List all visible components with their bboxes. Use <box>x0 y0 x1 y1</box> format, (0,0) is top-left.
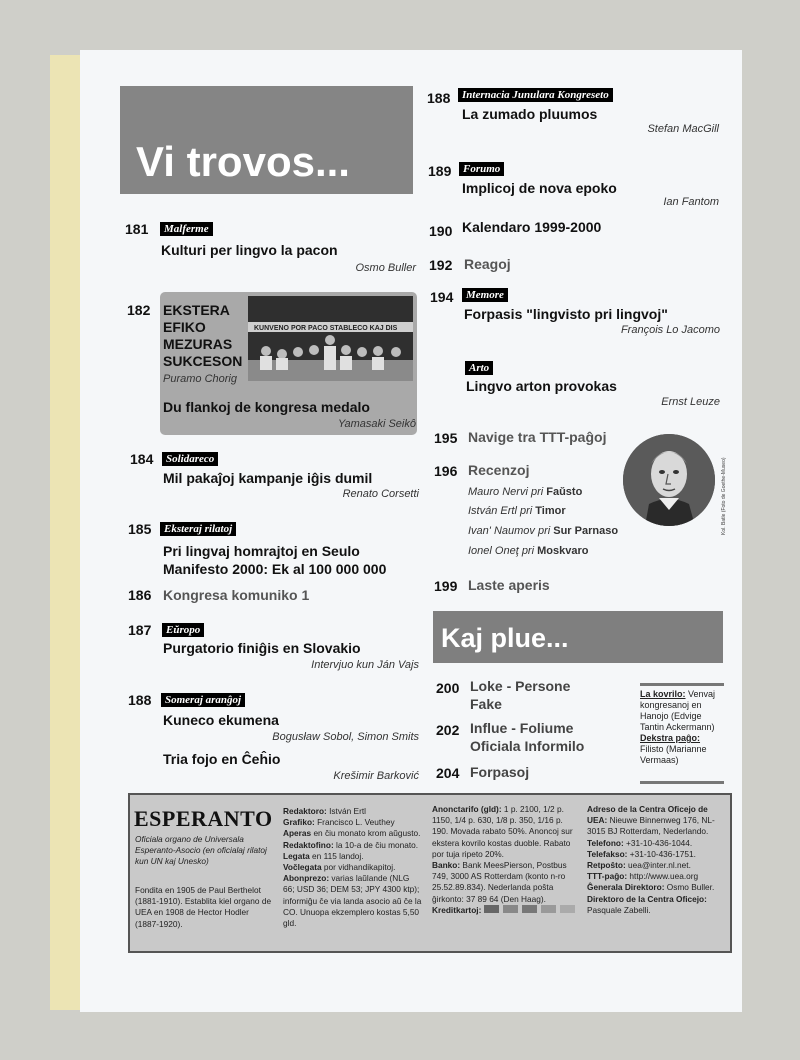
colophon-value: uea@inter.nl.net. <box>625 860 691 871</box>
portrait-image <box>623 434 715 526</box>
colophon-line <box>283 851 423 862</box>
page-number: 188 <box>427 90 451 106</box>
section-tag: Internacia Junulara Kongreseto <box>458 88 613 102</box>
colophon-editorial <box>283 806 423 929</box>
colophon-key: TTT-paĝo: <box>587 871 628 882</box>
colophon-line <box>587 849 723 860</box>
article-title[interactable]: Reagoj <box>464 256 511 272</box>
kaj-plue-title: Kaj plue... <box>441 623 569 653</box>
article-title[interactable]: Kuneco ekumena <box>163 712 279 728</box>
colophon-value: en ĉiu monato krom aŭgusto. <box>311 828 421 839</box>
photo-credit: Puramo Chorig <box>163 373 237 385</box>
section-tag: Solidareco <box>162 452 218 466</box>
review-author: Ivan' Naumov pri <box>468 525 554 537</box>
colophon-line <box>283 840 423 851</box>
colophon-key: Redaktoro: <box>283 806 327 816</box>
article-title[interactable]: Mil pakaĵoj kampanje iĝis dumil <box>163 470 373 486</box>
article-title[interactable]: Du flankoj de kongresa medalo <box>163 399 370 415</box>
colophon-key: Grafiko: <box>283 817 315 828</box>
page-number: 182 <box>127 302 151 318</box>
article-title[interactable]: Forpasis "lingvisto pri lingvoj" <box>464 306 668 322</box>
article-title[interactable]: Implicoj de nova epoko <box>462 180 617 196</box>
article-title[interactable]: Recenzoj <box>468 462 530 478</box>
page-number: 181 <box>125 221 149 237</box>
colophon-key: Aperas <box>283 828 312 839</box>
colophon-value: http://www.uea.org <box>627 871 699 882</box>
colophon-key: Legata <box>283 850 310 861</box>
article-title[interactable]: Tria fojo en Ĉeĥio <box>163 751 281 767</box>
credit-card-icon <box>484 905 576 913</box>
article-title[interactable]: Loke - Persone <box>470 678 571 694</box>
review-author: Ionel Oneţ pri <box>468 545 538 557</box>
page-number: 202 <box>436 722 460 738</box>
article-author: Krešimir Barković <box>333 770 419 782</box>
colophon-line <box>587 804 723 838</box>
review-book: Moskvaro <box>537 545 589 557</box>
review-item <box>468 486 582 498</box>
page-number: 192 <box>429 257 453 273</box>
colophon-key: Telefono: <box>587 837 624 848</box>
cover-label: La kovrilo: <box>640 689 686 699</box>
review-item <box>468 545 588 557</box>
colophon-founded: Fondita en 1905 de Paul Berthelot (1881-1910). Establita kiel organo de UEA en 1908 de Hector Hodler (1887-1920). <box>135 885 272 929</box>
colophon-line <box>283 806 423 817</box>
article-title[interactable]: Oficiala Informilo <box>470 738 585 754</box>
article-author: Osmo Buller <box>355 262 416 274</box>
colophon-line <box>432 860 580 905</box>
colophon-ads-bank <box>432 804 580 916</box>
colophon-line <box>283 828 423 839</box>
review-author: István Ertl pri <box>468 505 536 517</box>
right-page-text: Filisto (Marianne Vermaas) <box>640 744 707 765</box>
colophon-subtitle: Oficiala organo de Universala Esperanto-Asocio (en oficialaj rilatoj kun UN kaj Unesko) <box>135 834 267 867</box>
page-number: 204 <box>436 765 460 781</box>
section-tag: Someraj aranĝoj <box>161 693 245 707</box>
page-number: 194 <box>430 289 454 305</box>
feature-headline <box>163 302 242 370</box>
header-box <box>120 86 413 194</box>
article-title[interactable]: Navige tra TTT-paĝoj <box>468 429 607 445</box>
article-title[interactable]: Kalendaro 1999-2000 <box>462 219 602 235</box>
article-title[interactable]: Influe - Foliume <box>470 720 574 736</box>
article-author: Bogusław Sobol, Simon Smits <box>272 731 419 743</box>
page-number: 190 <box>429 223 453 239</box>
review-item <box>468 505 566 517</box>
review-item <box>468 525 618 537</box>
cover-text: Venvaj kongresanoj en Hanojo (Edvige Tantin Ackermann) <box>640 689 716 732</box>
page-number: 195 <box>434 430 458 446</box>
page-number: 186 <box>128 587 152 603</box>
page-number: 185 <box>128 521 152 537</box>
colophon-key: Redaktofino: <box>283 839 334 850</box>
cover-caption <box>640 683 724 784</box>
article-author: Stefan MacGill <box>647 123 719 135</box>
colophon-key: Kreditkartoj: <box>432 904 482 915</box>
page-number: 188 <box>128 692 152 708</box>
article-title[interactable]: Manifesto 2000: Ek al 100 000 000 <box>163 561 387 577</box>
section-tag: Memore <box>462 288 508 302</box>
page-number: 184 <box>130 451 154 467</box>
colophon-line <box>432 905 580 916</box>
colophon-key: Adreso de la Centra Oficejo de UEA: <box>587 804 708 826</box>
colophon-line <box>283 873 423 929</box>
colophon-key: Vočlegata <box>283 862 322 873</box>
colophon-value: la 10-a de ĉiu monato. <box>333 839 419 850</box>
review-book: Faŭsto <box>546 486 583 498</box>
colophon-value: 1 p. 2100, 1/2 p. 1150, 1/4 p. 630, 1/8 p. 350, 1/16 p. 190. Movada rabato 50%. Anoncoj sur ekstera kovrilo kostas duoble. Rabato por tuja ripeto 20%. <box>432 804 573 859</box>
page-number: 199 <box>434 578 458 594</box>
colophon-value: en 115 landoj. <box>309 850 364 861</box>
page-number: 189 <box>428 163 452 179</box>
colophon-key: Anonctarifo (gld): <box>432 804 502 814</box>
colophon-line <box>587 860 723 871</box>
right-page-label: Dekstra paĝo: <box>640 733 701 743</box>
page-number: 200 <box>436 680 460 696</box>
feature-line: MEZURAS <box>163 336 233 352</box>
review-author: Mauro Nervi pri <box>468 486 547 498</box>
kaj-plue-box <box>433 611 723 663</box>
colophon-line <box>283 862 423 873</box>
article-title[interactable]: Forpasoj <box>470 764 530 780</box>
portrait-credit: Kol. Batle (Foto de Goethe-Museo) <box>721 457 727 535</box>
article-author: Yamasaki Seikô <box>337 418 416 430</box>
colophon-value: Pasquale Zabelli. <box>587 904 651 915</box>
portrait-credit-wrap <box>721 440 731 535</box>
colophon-key: Telefakso: <box>587 848 628 859</box>
article-title[interactable]: Fake <box>470 696 502 712</box>
colophon-line <box>587 871 723 882</box>
colophon-line <box>587 838 723 849</box>
colophon-value: Francisco L. Veuthey <box>314 817 395 828</box>
colophon-key: Retpoŝto: <box>587 860 626 871</box>
section-tag: Eksteraj rilatoj <box>160 522 236 536</box>
feature-line: EKSTERA <box>163 302 230 318</box>
colophon-value: +31-10-436-1751. <box>627 848 696 859</box>
spine <box>50 55 84 1010</box>
colophon-key: Direktoro de la Centra Oficejo: <box>587 893 707 904</box>
colophon-value: por vidhandikapitoj. <box>321 862 396 873</box>
colophon-value: varias laŭlande (NLG 66; USD 36; DEM 53; JPY 4300 ktp); informiĝu ĉe via landa asocio aŭ ĉe la CO. Unuopa ekzemplero kostas 5,50 gld. <box>283 873 422 929</box>
colophon-value: István Ertl <box>326 806 366 816</box>
goethe-portrait <box>623 434 715 526</box>
review-book: Timor <box>535 505 566 517</box>
colophon-value: Nieuwe Binnenweg 176, NL-3015 BJ Rotterdam, Nederlando. <box>587 815 715 837</box>
article-author: Renato Corsetti <box>342 488 419 500</box>
colophon-line <box>283 817 423 828</box>
article-title[interactable]: Kongresa komuniko 1 <box>163 587 310 603</box>
feature-line: SUKCESON <box>163 353 243 369</box>
article-author: François Lo Jacomo <box>620 324 720 336</box>
article-title[interactable]: Kulturi per lingvo la pacon <box>161 242 338 258</box>
colophon-contact <box>587 804 723 916</box>
colophon-line <box>587 894 723 916</box>
colophon-key: Abonprezo: <box>283 873 330 884</box>
credit-card-icons <box>484 905 576 916</box>
page-title: Vi trovos... <box>136 138 350 185</box>
esperanto-logo: ESPERANTO <box>134 806 273 831</box>
article-author: Ernst Leuze <box>661 396 720 408</box>
article-title[interactable]: Pri lingvaj homrajtoj en Seulo <box>163 543 360 559</box>
section-tag: Eŭropo <box>162 623 204 637</box>
section-tag: Malferme <box>160 222 213 236</box>
photo-banner: KUNVENO POR PACO STABLECO KAJ DIS <box>254 325 398 332</box>
colophon-line <box>432 804 580 860</box>
article-title[interactable]: La zumado pluumos <box>462 106 598 122</box>
article-author: Intervjuo kun Ján Vajs <box>311 659 419 671</box>
article-title[interactable]: Purgatorio finiĝis en Slovakio <box>163 640 361 656</box>
section-tag: Arto <box>465 361 493 375</box>
section-tag: Forumo <box>459 162 504 176</box>
page-number: 187 <box>128 622 152 638</box>
article-title[interactable]: Laste aperis <box>468 577 550 593</box>
photo-image <box>248 296 413 381</box>
feature-line: EFIKO <box>163 319 206 335</box>
congress-photo <box>248 296 413 381</box>
colophon-value: Osmo Buller. <box>664 882 715 893</box>
article-title[interactable]: Lingvo arton provokas <box>466 378 617 394</box>
review-book: Sur Parnaso <box>553 525 619 537</box>
colophon-key: Ĝenerala Direktoro: <box>587 882 665 893</box>
colophon-value: +31-10-436-1044. <box>623 837 693 848</box>
colophon-line <box>587 882 723 893</box>
colophon-key: Banko: <box>432 860 461 871</box>
colophon-value: Bank MeesPierson, Postbus 749, 3000 AS Rotterdam (konto n-ro 25.52.89.834). Nederlanda poŝta ĝirkonto: 37 89 64 (Den Haag). <box>432 860 567 904</box>
page-number: 196 <box>434 463 458 479</box>
article-author: Ian Fantom <box>663 196 719 208</box>
